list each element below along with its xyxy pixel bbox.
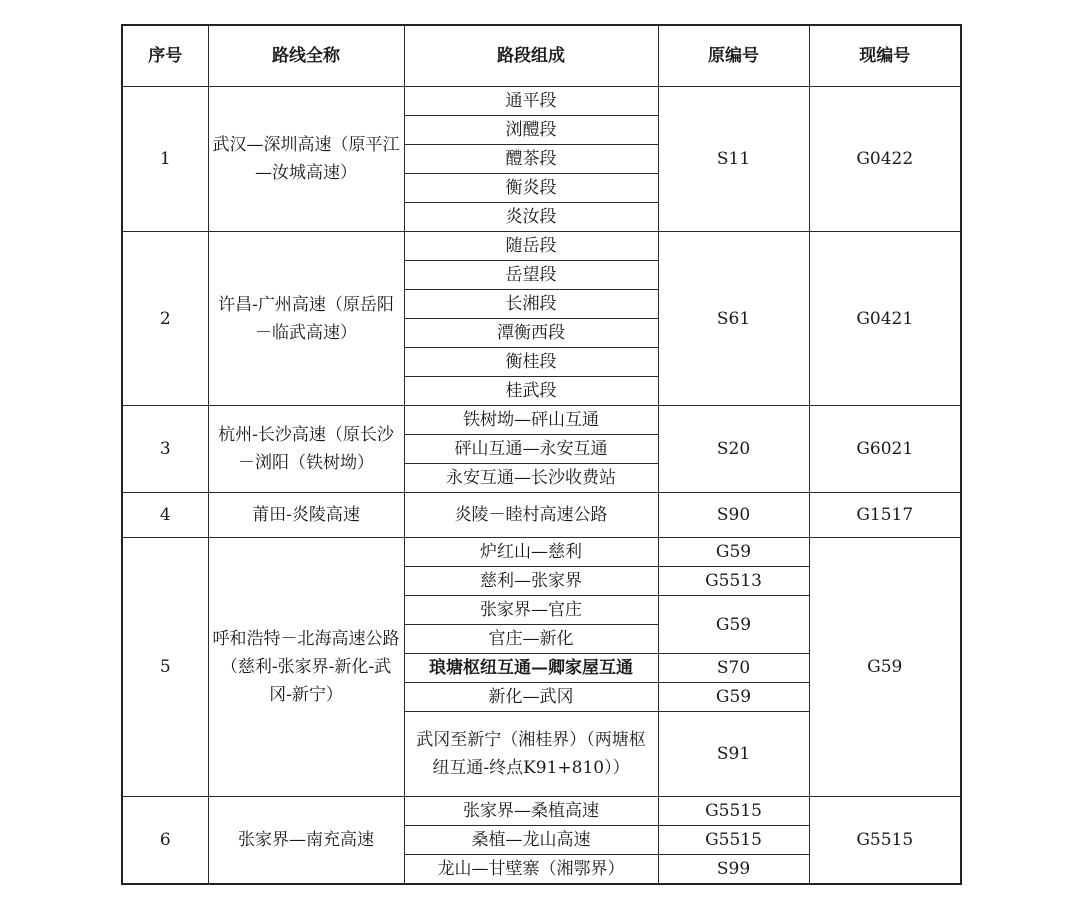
- header-index: 序号: [122, 25, 208, 87]
- segment-cell: 浏醴段: [404, 116, 658, 145]
- segment-cell: 官庄—新化: [404, 625, 658, 654]
- segment-cell: 桂武段: [404, 377, 658, 406]
- segment-cell: 长湘段: [404, 290, 658, 319]
- segment-cell: 铁树坳—砰山互通: [404, 406, 658, 435]
- table-row: [122, 406, 961, 435]
- row-index: 4: [122, 493, 208, 538]
- row-index: 1: [122, 87, 208, 232]
- segment-cell: 砰山互通—永安互通: [404, 435, 658, 464]
- old-code: G5515: [658, 797, 809, 826]
- header-old-code: 原编号: [658, 25, 809, 87]
- new-code: G1517: [809, 493, 961, 538]
- segment-cell: 醴茶段: [404, 145, 658, 174]
- header-segments: 路段组成: [404, 25, 658, 87]
- table-row: [122, 87, 961, 116]
- row-index: 3: [122, 406, 208, 493]
- segment-cell: 慈利—张家界: [404, 567, 658, 596]
- old-code: G59: [658, 596, 809, 654]
- table-row: [122, 493, 961, 538]
- route-name: 莆田-炎陵高速: [208, 493, 404, 538]
- row-index: 5: [122, 538, 208, 797]
- header-row: [122, 25, 961, 87]
- segment-cell: 琅塘枢纽互通—卿家屋互通: [404, 654, 658, 683]
- old-code: G5513: [658, 567, 809, 596]
- segment-cell: 炎陵－睦村高速公路: [404, 493, 658, 538]
- segment-cell: 永安互通—长沙收费站: [404, 464, 658, 493]
- new-code: G0421: [809, 232, 961, 406]
- old-code: S61: [658, 232, 809, 406]
- segment-cell: 张家界—官庄: [404, 596, 658, 625]
- segment-cell: 桑植—龙山高速: [404, 826, 658, 855]
- route-name: 张家界—南充高速: [208, 797, 404, 885]
- route-name: 呼和浩特－北海高速公路（慈利-张家界-新化-武冈-新宁）: [208, 538, 404, 797]
- segment-cell: 岳望段: [404, 261, 658, 290]
- road-code-table: [121, 24, 962, 885]
- old-code: S20: [658, 406, 809, 493]
- segment-cell: 随岳段: [404, 232, 658, 261]
- new-code: G59: [809, 538, 961, 797]
- segment-cell: 武冈至新宁（湘桂界）（两塘枢纽互通-终点K91+810））: [404, 712, 658, 797]
- old-code: S70: [658, 654, 809, 683]
- old-code: G59: [658, 538, 809, 567]
- old-code: G5515: [658, 826, 809, 855]
- old-code: S91: [658, 712, 809, 797]
- route-name: 杭州-长沙高速（原长沙－浏阳（铁树坳）: [208, 406, 404, 493]
- segment-cell: 新化—武冈: [404, 683, 658, 712]
- new-code: G0422: [809, 87, 961, 232]
- old-code: S99: [658, 855, 809, 885]
- table-row: [122, 797, 961, 826]
- old-code: G59: [658, 683, 809, 712]
- segment-cell: 炎汝段: [404, 203, 658, 232]
- new-code: G6021: [809, 406, 961, 493]
- segment-cell: 炉红山—慈利: [404, 538, 658, 567]
- row-index: 6: [122, 797, 208, 885]
- table-row: [122, 538, 961, 567]
- segment-cell: 龙山—甘壁寨（湘鄂界）: [404, 855, 658, 885]
- route-name: 许昌-广州高速（原岳阳－临武高速）: [208, 232, 404, 406]
- segment-cell: 衡桂段: [404, 348, 658, 377]
- route-name: 武汉—深圳高速（原平江—汝城高速）: [208, 87, 404, 232]
- header-new-code: 现编号: [809, 25, 961, 87]
- segment-cell: 张家界—桑植高速: [404, 797, 658, 826]
- new-code: G5515: [809, 797, 961, 885]
- segment-cell: 衡炎段: [404, 174, 658, 203]
- header-route-name: 路线全称: [208, 25, 404, 87]
- row-index: 2: [122, 232, 208, 406]
- segment-cell: 通平段: [404, 87, 658, 116]
- segment-cell: 潭衡西段: [404, 319, 658, 348]
- old-code: S90: [658, 493, 809, 538]
- old-code: S11: [658, 87, 809, 232]
- table-row: [122, 232, 961, 261]
